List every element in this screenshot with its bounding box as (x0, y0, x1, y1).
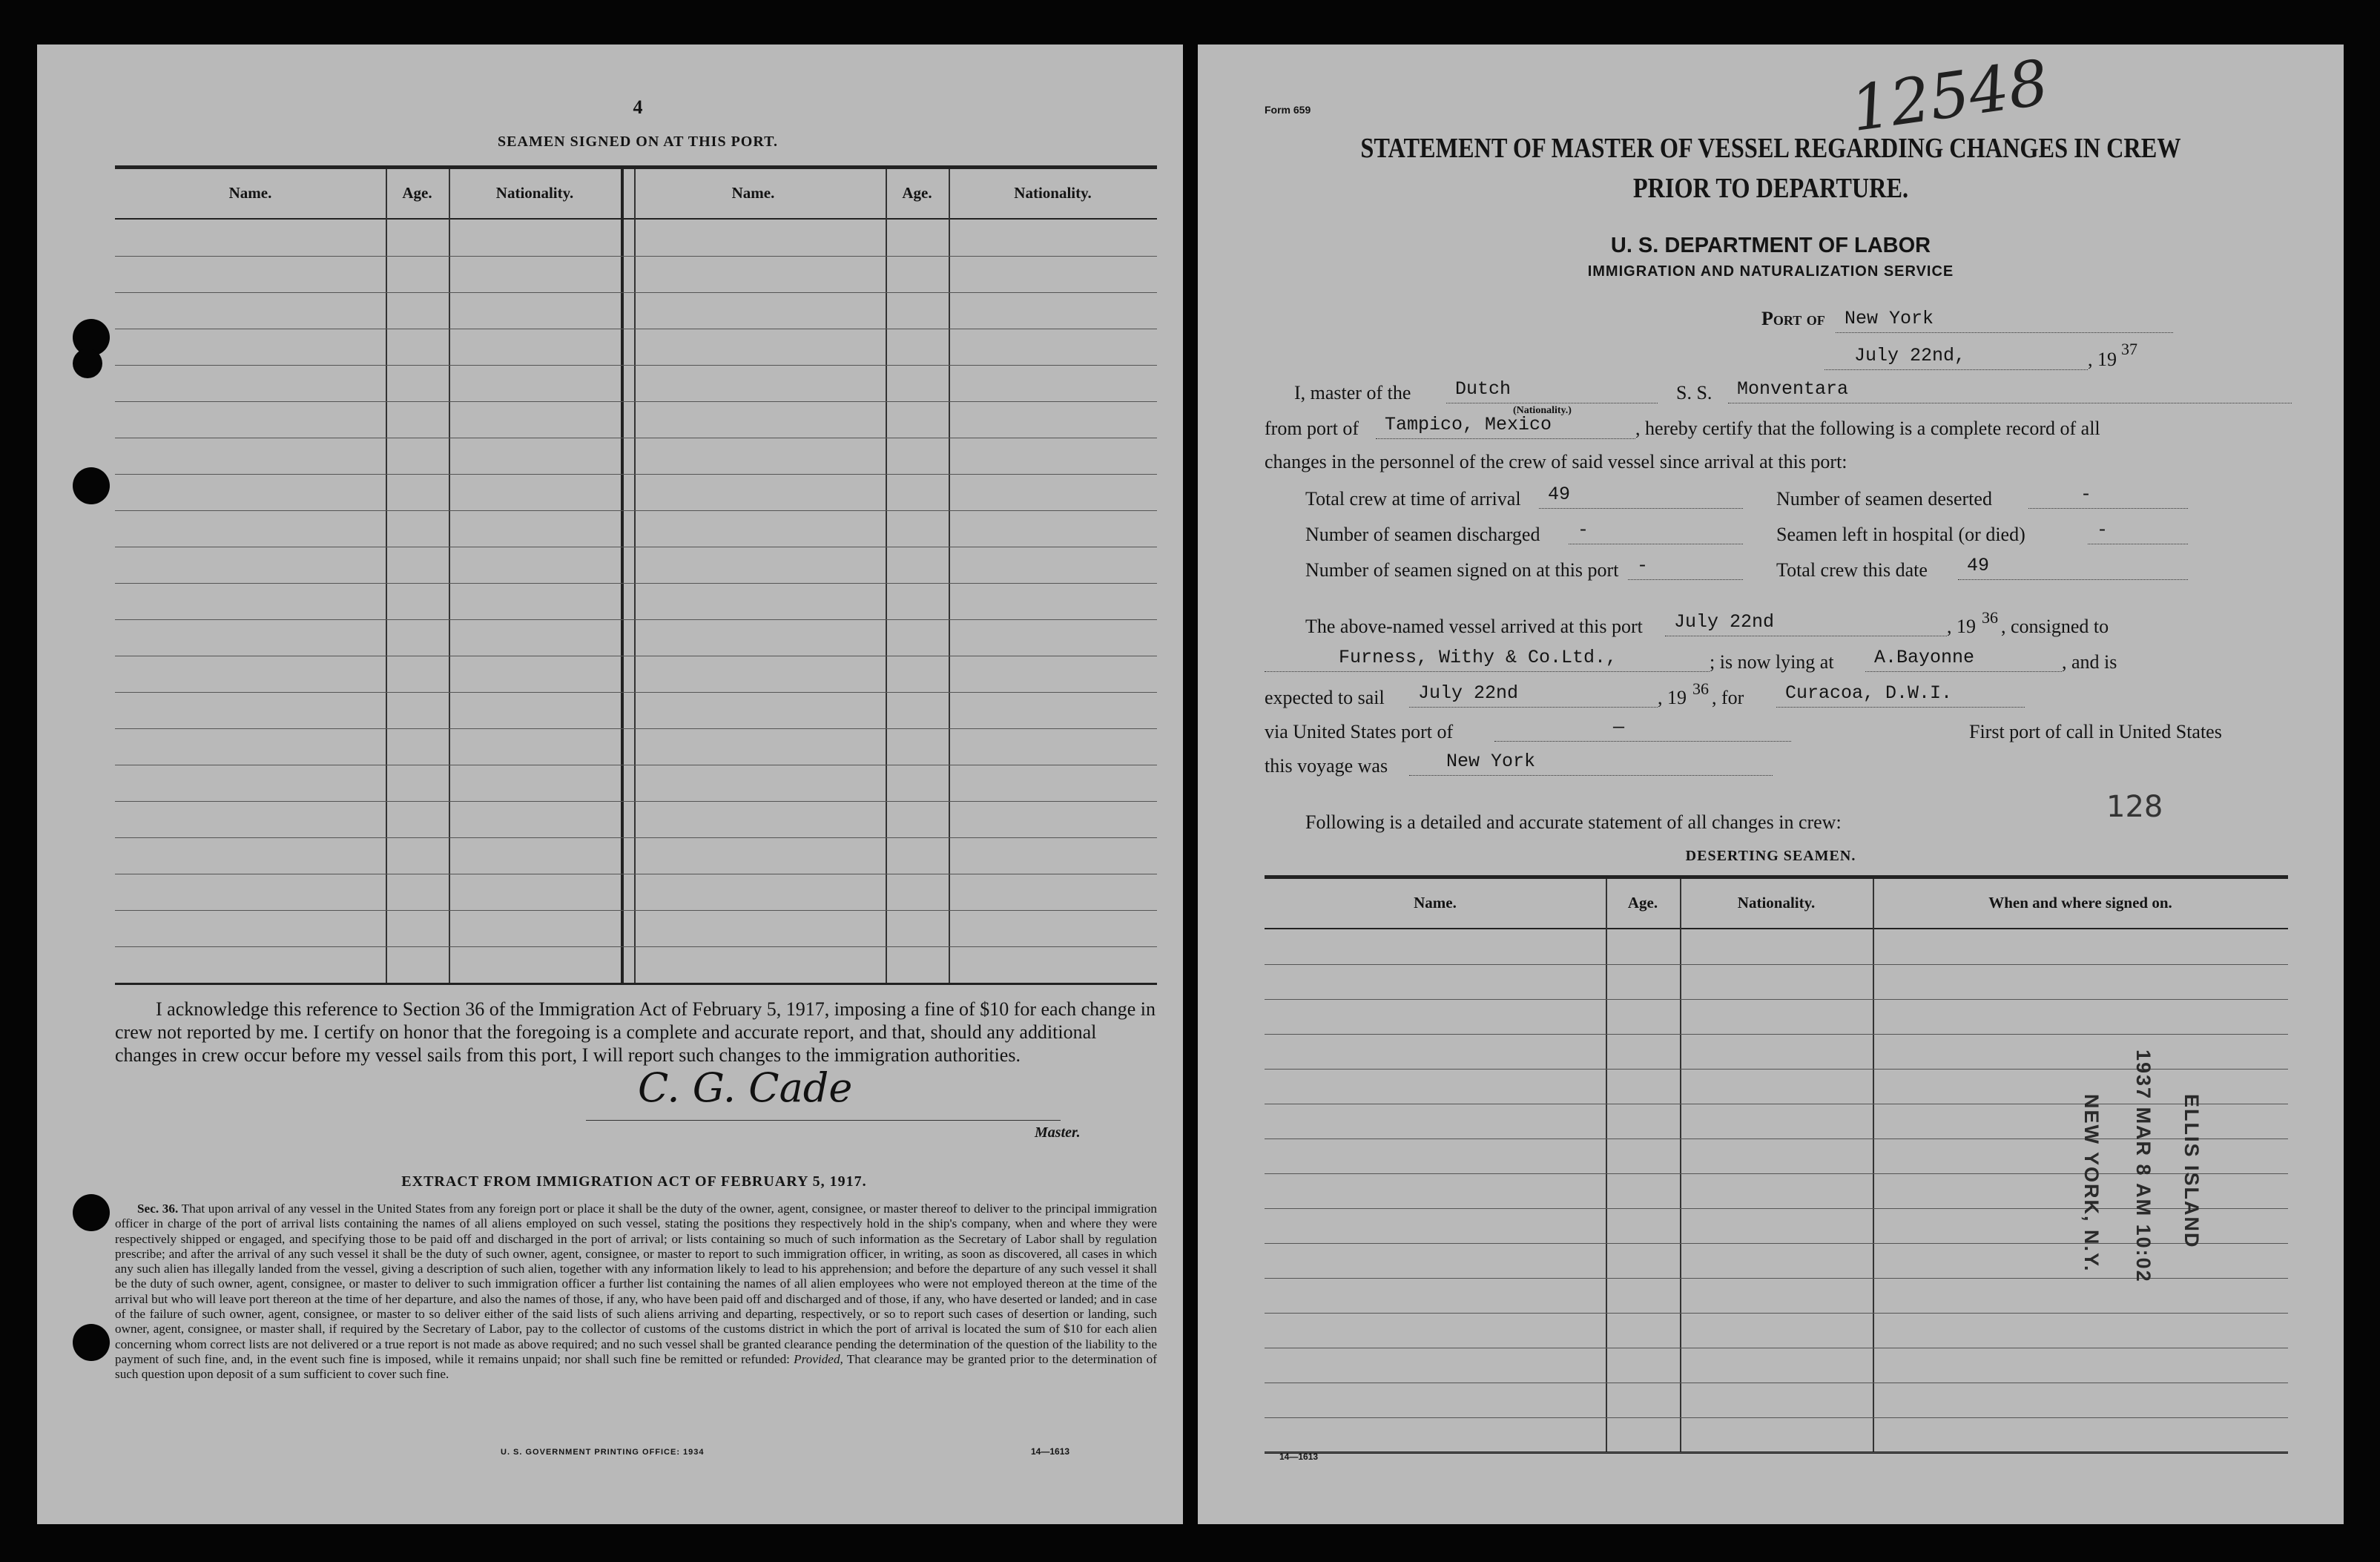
column-header: Age. (402, 184, 432, 202)
hospital-field (2088, 519, 2188, 544)
signed-on-field (1628, 555, 1743, 580)
consigned-label: , consigned to (2001, 616, 2109, 637)
form-code: 14—1613 (1031, 1446, 1070, 1457)
table-row-rule (115, 801, 1157, 802)
signature-line (586, 1120, 1061, 1121)
date-field (1824, 345, 2088, 370)
via-label: via United States port of (1265, 721, 1454, 742)
column-divider (621, 169, 624, 983)
extract-title: EXTRACT FROM IMMIGRATION ACT OF FEBRUARY 5, 1917. (401, 1173, 867, 1190)
handwritten-file-number: 12548 (1846, 45, 2053, 146)
column-divider (634, 169, 636, 983)
table-row-rule (115, 365, 1157, 366)
signed-on-value: - (1637, 555, 1649, 576)
total-crew-date-label: Total crew this date (1776, 559, 1928, 581)
total-crew-date-field (1958, 555, 2188, 580)
table-row-rule (1265, 1452, 2288, 1453)
arrived-year-prefix: , 19 (1947, 616, 1976, 637)
discharged-value: - (1578, 519, 1589, 541)
column-header: Nationality. (1737, 894, 1816, 912)
department-name: U. S. DEPARTMENT OF LABOR (1610, 234, 1931, 257)
discharged-label: Number of seamen discharged (1305, 524, 1540, 545)
via-field (1494, 716, 1791, 742)
voyage-value: New York (1446, 751, 1536, 772)
column-header: When and where signed on. (1988, 894, 2172, 912)
column-header: Age. (1627, 894, 1658, 912)
changes-text: changes in the personnel of the crew of said vessel since arrival at this port: (1265, 451, 1847, 472)
from-port-value: Tampico, Mexico (1385, 414, 1552, 435)
year-prefix: , 19 (2088, 349, 2117, 370)
section-title: SEAMEN SIGNED ON AT THIS PORT. (498, 134, 778, 150)
table-row-rule (115, 619, 1157, 620)
table-row-rule (115, 401, 1157, 402)
column-divider (886, 169, 887, 983)
port-field (1836, 308, 2173, 333)
date-value: July 22nd, (1854, 345, 1966, 366)
column-header: Name. (731, 184, 775, 202)
form-title-line2: PRIOR TO DEPARTURE. (1632, 173, 1909, 204)
column-divider (386, 169, 387, 983)
table-row-rule (115, 946, 1157, 947)
hospital-label: Seamen left in hospital (or died) (1776, 524, 2025, 545)
punch-hole (73, 1194, 110, 1231)
lying-value: A.Bayonne (1874, 647, 1975, 668)
discharged-field (1569, 519, 1743, 544)
column-divider (449, 169, 450, 983)
table-row-rule (115, 692, 1157, 693)
consignee-field (1265, 647, 1710, 672)
via-value: — (1613, 716, 1625, 738)
ellis-island-stamp-line3: NEW YORK, N.Y. (2080, 1094, 2103, 1273)
voyage-field (1409, 751, 1773, 776)
port-value: New York (1845, 308, 1934, 329)
acknowledgement-text: I acknowledge this reference to Section 36 of the Immigration Act of February 5, 1917, imposing a fine of $10 for each change in crew not reported by me. I certify on honor that the foregoing is a complete and accurate report, and that, should any additional changes in crew occur before my vessel sails from this port, I will report such changes to the immigration authorities. (115, 998, 1156, 1067)
expected-value: July 22nd (1418, 682, 1519, 704)
provided-text: That clearance may be granted prior to the determination of such question upon deposit of a sum sufficient to cover such fine. (115, 1351, 1157, 1382)
year-suffix: 37 (2121, 340, 2137, 358)
expected-label: expected to sail (1265, 687, 1385, 708)
column-header: Nationality. (495, 184, 574, 202)
expected-year-prefix: , 19 (1658, 687, 1687, 708)
arrived-field (1665, 611, 1947, 636)
page-number: 4 (633, 96, 643, 118)
arrived-label: The above-named vessel arrived at this port (1305, 616, 1643, 637)
nationality-value: Dutch (1455, 378, 1512, 400)
for-label: , for (1712, 687, 1744, 708)
expected-field (1409, 682, 1658, 708)
signed-on-label: Number of seamen signed on at this port (1305, 559, 1619, 581)
printer-imprint: U. S. GOVERNMENT PRINTING OFFICE: 1934 (501, 1448, 705, 1457)
nationality-field (1446, 378, 1658, 403)
port-label: Port of (1761, 308, 1825, 329)
provided-label: Provided, (794, 1351, 843, 1366)
table-row-rule (115, 474, 1157, 475)
punch-hole (73, 1324, 110, 1361)
total-crew-arrival-field (1539, 484, 1743, 509)
column-divider (949, 169, 950, 983)
lying-field (1865, 647, 2062, 672)
table-row-rule (1265, 999, 2288, 1000)
punch-hole (73, 467, 110, 504)
form-title-line1: STATEMENT OF MASTER OF VESSEL REGARDING CHANGES IN CREW (1360, 133, 2181, 164)
arrived-year-suffix: 36 (1982, 608, 1998, 627)
deserted-field (2028, 484, 2188, 509)
master-of-label: I, master of the (1294, 382, 1411, 403)
for-field (1776, 682, 2025, 708)
section-36-label: Sec. 36. (137, 1202, 179, 1216)
table-row-rule (115, 910, 1157, 911)
column-header: Name. (228, 184, 272, 202)
form-number: Form 659 (1265, 104, 1311, 116)
total-crew-arrival-value: 49 (1548, 484, 1571, 505)
table-row-rule (115, 583, 1157, 584)
table-row-rule (1265, 964, 2288, 965)
master-label: Master. (1035, 1124, 1081, 1141)
from-port-label: from port of (1265, 418, 1359, 439)
table-row-rule (115, 728, 1157, 729)
total-crew-arrival-label: Total crew at time of arrival (1305, 488, 1521, 510)
left-page (37, 45, 1183, 1524)
ellis-island-stamp-line1: ELLIS ISLAND (2180, 1094, 2203, 1249)
table-row-rule (115, 510, 1157, 511)
form-code: 14—1613 (1279, 1451, 1319, 1462)
from-port-field (1376, 414, 1635, 439)
column-header: Name. (1414, 894, 1457, 912)
deserted-label: Number of seamen deserted (1776, 488, 1992, 510)
column-header: Age. (902, 184, 932, 202)
handwritten-128: 128 (2106, 790, 2163, 824)
table-row-rule (115, 292, 1157, 293)
table-row-rule (1265, 1417, 2288, 1418)
arrived-value: July 22nd (1674, 611, 1775, 633)
master-signature: C. G. Cade (638, 1064, 853, 1111)
table-row-rule (115, 256, 1157, 257)
consignee-value: Furness, Withy & Co.Ltd., (1339, 647, 1618, 668)
total-crew-date-value: 49 (1967, 555, 1990, 576)
lying-label: ; is now lying at (1710, 651, 1834, 673)
punch-hole (73, 349, 102, 378)
right-page (1198, 45, 2344, 1524)
vessel-value: Monventara (1737, 378, 1849, 400)
hospital-value: - (2097, 519, 2109, 541)
column-header: Nationality. (1014, 184, 1092, 202)
section-36-text (115, 1202, 1157, 1383)
and-is-label: , and is (2062, 651, 2117, 673)
certify-text: , hereby certify that the following is a complete record of all (1635, 418, 2100, 439)
for-value: Curacoa, D.W.I. (1785, 682, 1953, 704)
table-row-rule (1265, 1313, 2288, 1314)
seamen-signed-on-table (115, 165, 1157, 985)
following-text: Following is a detailed and accurate statement of all changes in crew: (1305, 811, 1842, 833)
deserted-value: - (2080, 484, 2092, 505)
service-name: IMMIGRATION AND NATURALIZATION SERVICE (1587, 263, 1954, 280)
vessel-field (1728, 378, 2292, 403)
expected-year-suffix: 36 (1692, 679, 1709, 698)
nationality-caption: (Nationality.) (1513, 405, 1572, 416)
deserting-seamen-title: DESERTING SEAMEN. (1685, 848, 1856, 864)
voyage-label: this voyage was (1265, 755, 1388, 777)
ss-label: S. S. (1676, 382, 1713, 403)
table-row-rule (115, 837, 1157, 838)
section-36-body: That upon arrival of any vessel in the United States from any foreign port or place it shall be the duty of the owner, agent, consignee, or master thereof to deliver to the principal immigration officer in charge of the port of arrival lists containing the names of all aliens employed on such vessel, stating the positions they respectively hold in the ship's company, when and where they were respectively shipped or engaged, and specifying those to be paid off and discharged in the port of arrival; or lists containing so much of such information as the Secretary of Labor shall by regulation prescribe; and after the arrival of any such vessel it shall be the duty of such owner, agent, consignee, or master to report to such immigration officer, in writing, as soon as discovered, all cases in which any such alien has illegally landed from the vessel, giving a description of such alien, together with any information likely to lead to his apprehension; and before the departure of any such vessel it shall be the duty of such owner, agent, consignee, or master to deliver to such immigration officer a further list containing the names of all alien employees who were not employed thereon at the time of the arrival but who will leave port thereon at the time of her departure, and also the names of those, if any, who have been paid off and discharged and of those, if any, who have deserted or landed; and in case of the failure of such owner, agent, consignee, or master to so deliver either of the said lists of such aliens arriving and departing, respectively, or so to report such cases of desertion or landing, such owner, agent, consignee, or master shall, if required by the Secretary of Labor, pay to the collector of customs of the customs district in which the port of arrival is located the sum of $10 for each alien concerning whom correct lists are not delivered or a true report is not made as above required; and no such vessel shall be granted clearance pending the determination of the question of the liability to the payment of such fine, and, in the event such fine is imposed, while it remains unpaid; nor shall such fine be remitted or refunded: (115, 1202, 1157, 1366)
ellis-island-stamp-line2: 1937 MAR 8 AM 10:02 (2132, 1049, 2155, 1283)
table-row-rule (1265, 1034, 2288, 1035)
first-port-label: First port of call in United States (1969, 721, 2222, 742)
